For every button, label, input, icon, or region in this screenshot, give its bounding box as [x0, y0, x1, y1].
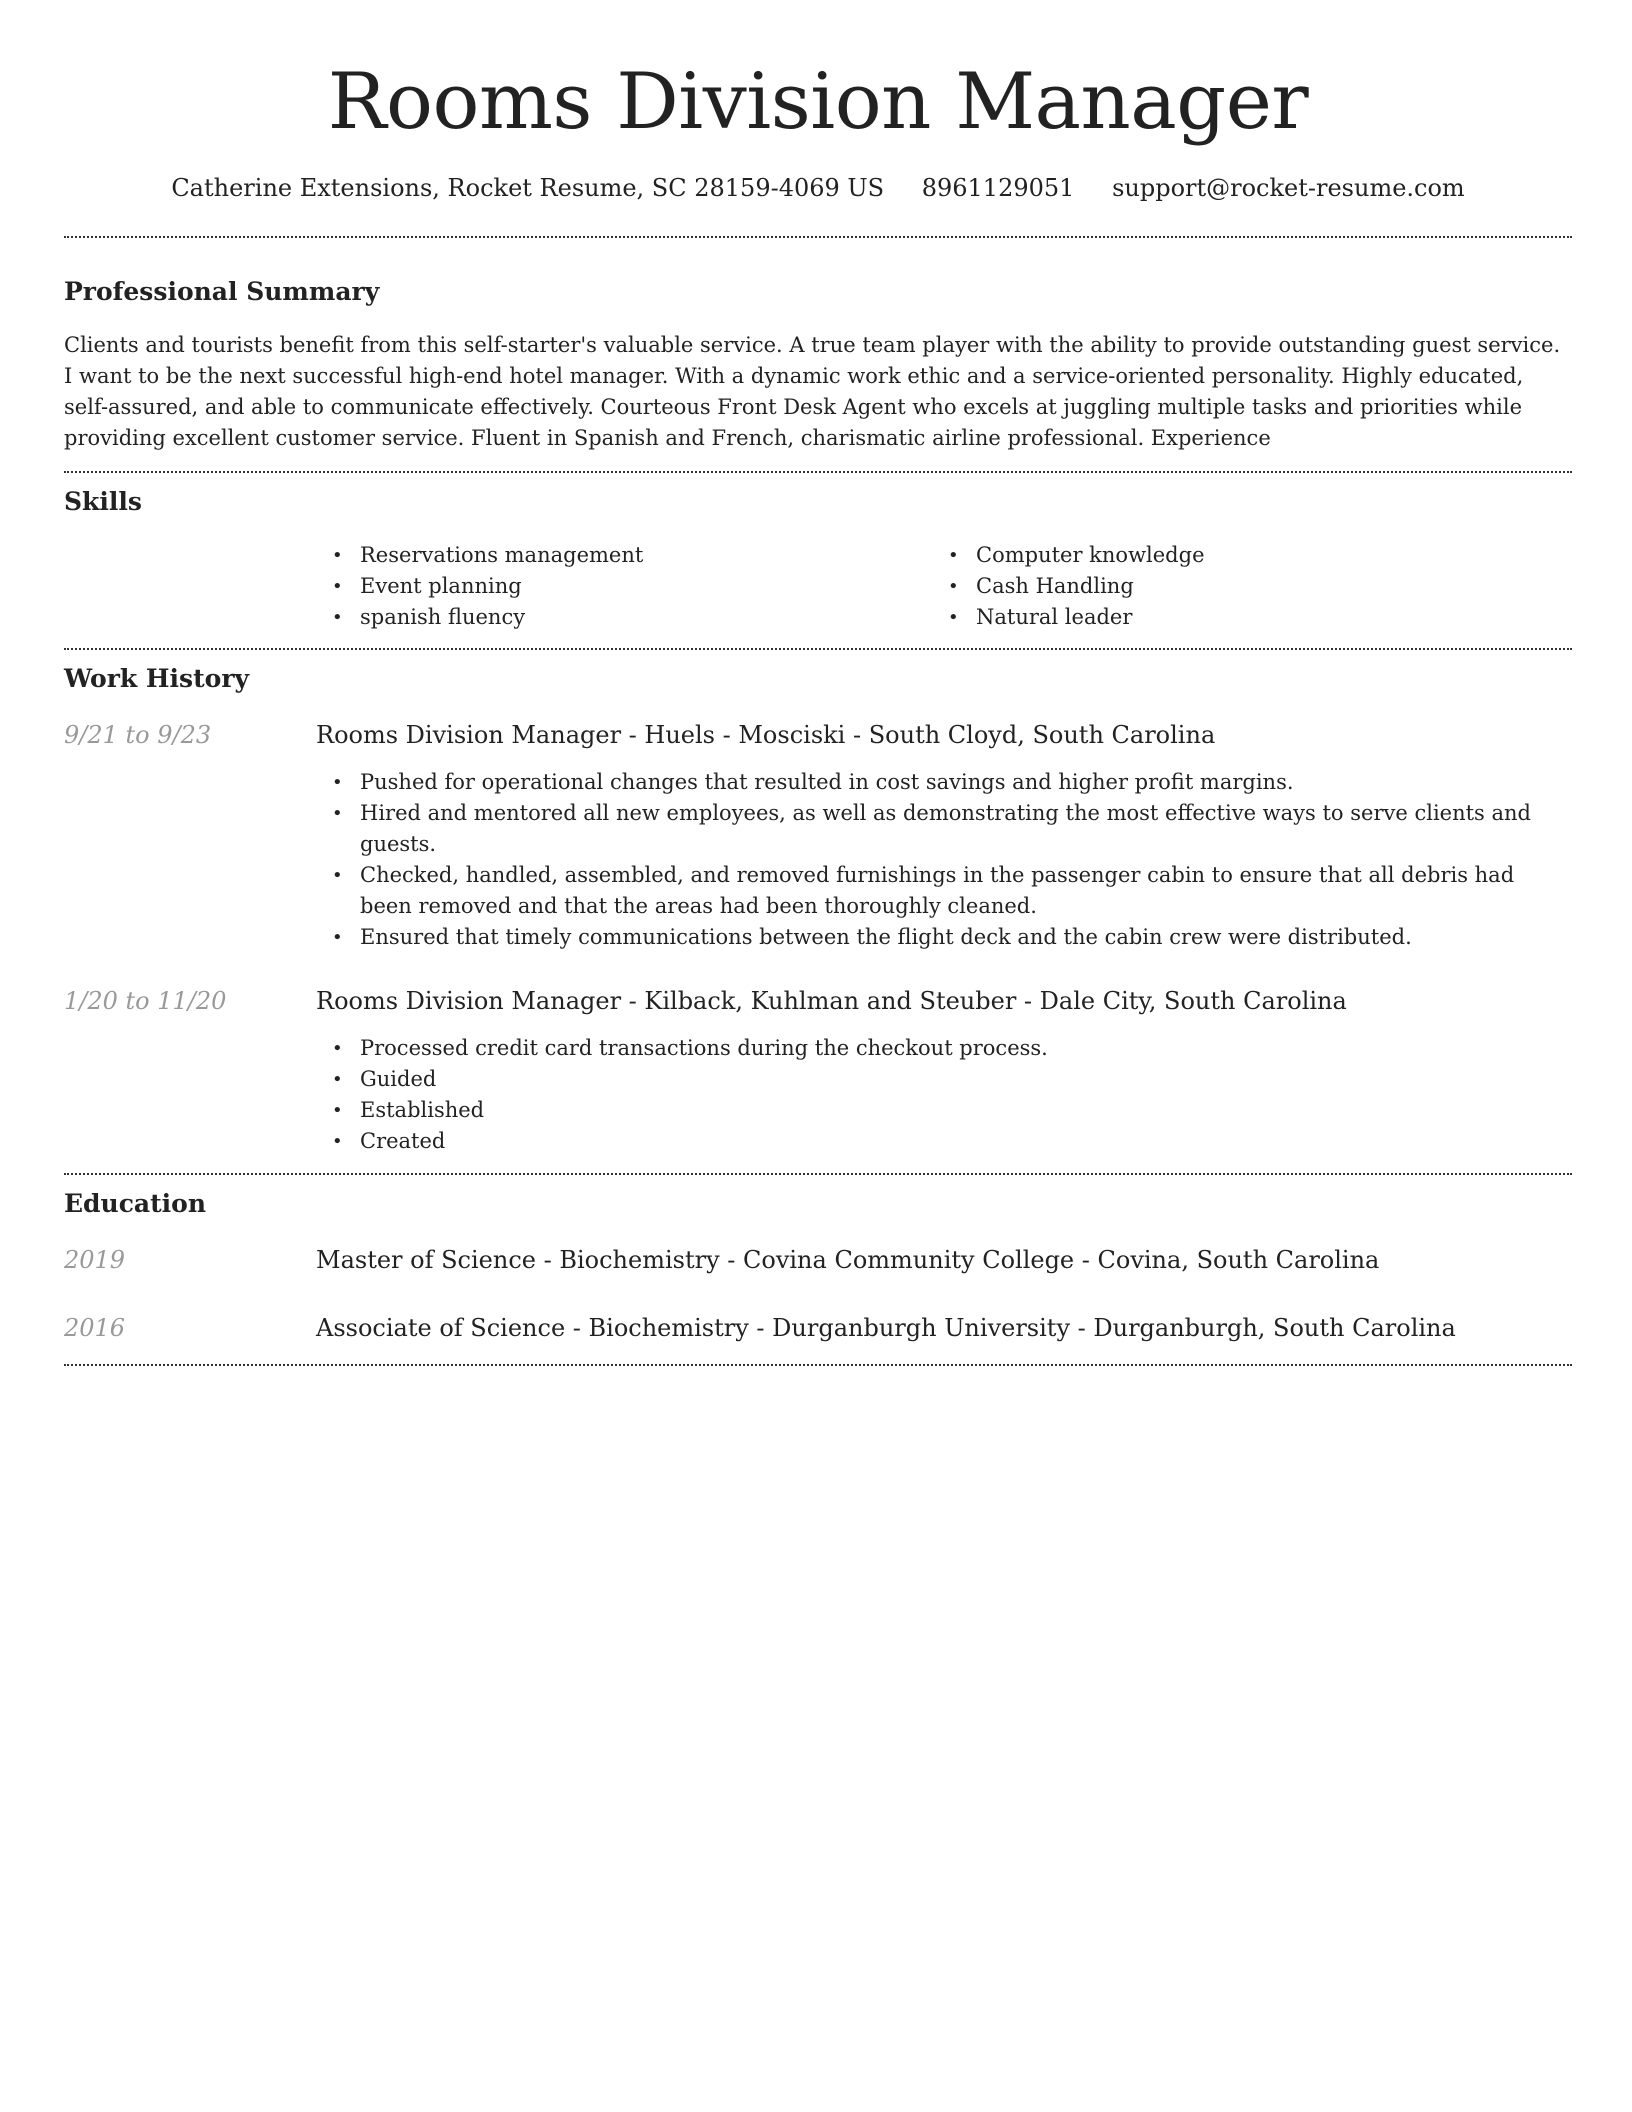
contact-phone: 8961129051 — [921, 174, 1075, 202]
contact-address: Catherine Extensions, Rocket Resume, SC 28159-4069 US — [171, 174, 885, 202]
education-degree: Master of Science - Biochemistry — [316, 1246, 720, 1274]
contact-email: support@rocket-resume.com — [1112, 174, 1465, 202]
education-degree: Associate of Science - Biochemistry — [316, 1314, 749, 1342]
job-bullet: • Created — [316, 1126, 1572, 1157]
skills-column-1 — [316, 540, 932, 633]
skill-item: • Natural leader — [932, 602, 1548, 633]
job-bullets — [316, 767, 1572, 953]
education-title: Education — [64, 1189, 207, 1218]
education-date: 2016 — [64, 1314, 126, 1342]
job-bullet: • Pushed for operational changes that resulted in cost savings and higher profit margins. — [316, 767, 1572, 798]
skills-section — [64, 473, 1572, 633]
skill-item: • Event planning — [316, 571, 932, 602]
job-body — [316, 985, 1572, 1157]
job-bullet: • Checked, handled, assembled, and removed furnishings in the passenger cabin to ensure that all debris had been removed and that the areas had been thoroughly cleaned. — [316, 860, 1572, 922]
skills-list — [316, 540, 1572, 633]
job-bullets — [316, 1033, 1572, 1157]
education-institution: - Durganburgh University - Durganburgh, South Carolina — [748, 1314, 1456, 1342]
job-date: 1/20 to 11/20 — [64, 987, 227, 1015]
education-heading — [316, 1244, 1572, 1276]
summary-section — [64, 238, 1572, 454]
job-bullet: • Processed credit card transactions during the checkout process. — [316, 1033, 1572, 1064]
job-bullet: • Established — [316, 1095, 1572, 1126]
contact-line — [64, 172, 1572, 204]
job-bullet: • Guided — [316, 1064, 1572, 1095]
skills-title: Skills — [64, 487, 142, 516]
job-entry — [64, 719, 1572, 953]
job-body — [316, 719, 1572, 953]
education-heading — [316, 1312, 1572, 1344]
education-section — [64, 1175, 1572, 1344]
education-entry — [64, 1244, 1572, 1276]
resume-name: Rooms Division Manager — [327, 57, 1309, 147]
job-bullet: • Ensured that timely communications between the flight deck and the cabin crew were distributed. — [316, 922, 1572, 953]
skill-item: • Cash Handling — [932, 571, 1548, 602]
job-date: 9/21 to 9/23 — [64, 721, 212, 749]
skills-column-2 — [932, 540, 1548, 633]
education-entry — [64, 1312, 1572, 1344]
resume-page — [64, 0, 1572, 1366]
education-date: 2019 — [64, 1246, 126, 1274]
education-institution: - Covina Community College - Covina, South Carolina — [719, 1246, 1380, 1274]
job-heading: Rooms Division Manager - Huels - Mosciski - South Cloyd, South Carolina — [316, 721, 1216, 749]
skill-item: • Computer knowledge — [932, 540, 1548, 571]
skill-item: • spanish fluency — [316, 602, 932, 633]
work-title: Work History — [64, 664, 250, 693]
job-bullet: • Hired and mentored all new employees, as well as demonstrating the most effective ways to serve clients and guests. — [316, 798, 1572, 860]
divider — [64, 1364, 1572, 1366]
skill-item: • Reservations management — [316, 540, 932, 571]
summary-text: Clients and tourists benefit from this self-starter's valuable service. A true team player with the ability to provide outstanding guest service. I want to be the next successful high-end hotel manager. With a dynamic work ethic and a service-oriented personality. Highly educated, self-assured, and able to communicate effectively. Courteous Front Desk Agent who excels at juggling multiple tasks and priorities while providing excellent customer service. Fluent in Spanish and French, charismatic airline professional. Experience — [64, 333, 1561, 450]
summary-title: Professional Summary — [64, 277, 380, 306]
work-section — [64, 650, 1572, 1157]
job-heading: Rooms Division Manager - Kilback, Kuhlman and Steuber - Dale City, South Carolina — [316, 987, 1347, 1015]
job-entry — [64, 985, 1572, 1157]
